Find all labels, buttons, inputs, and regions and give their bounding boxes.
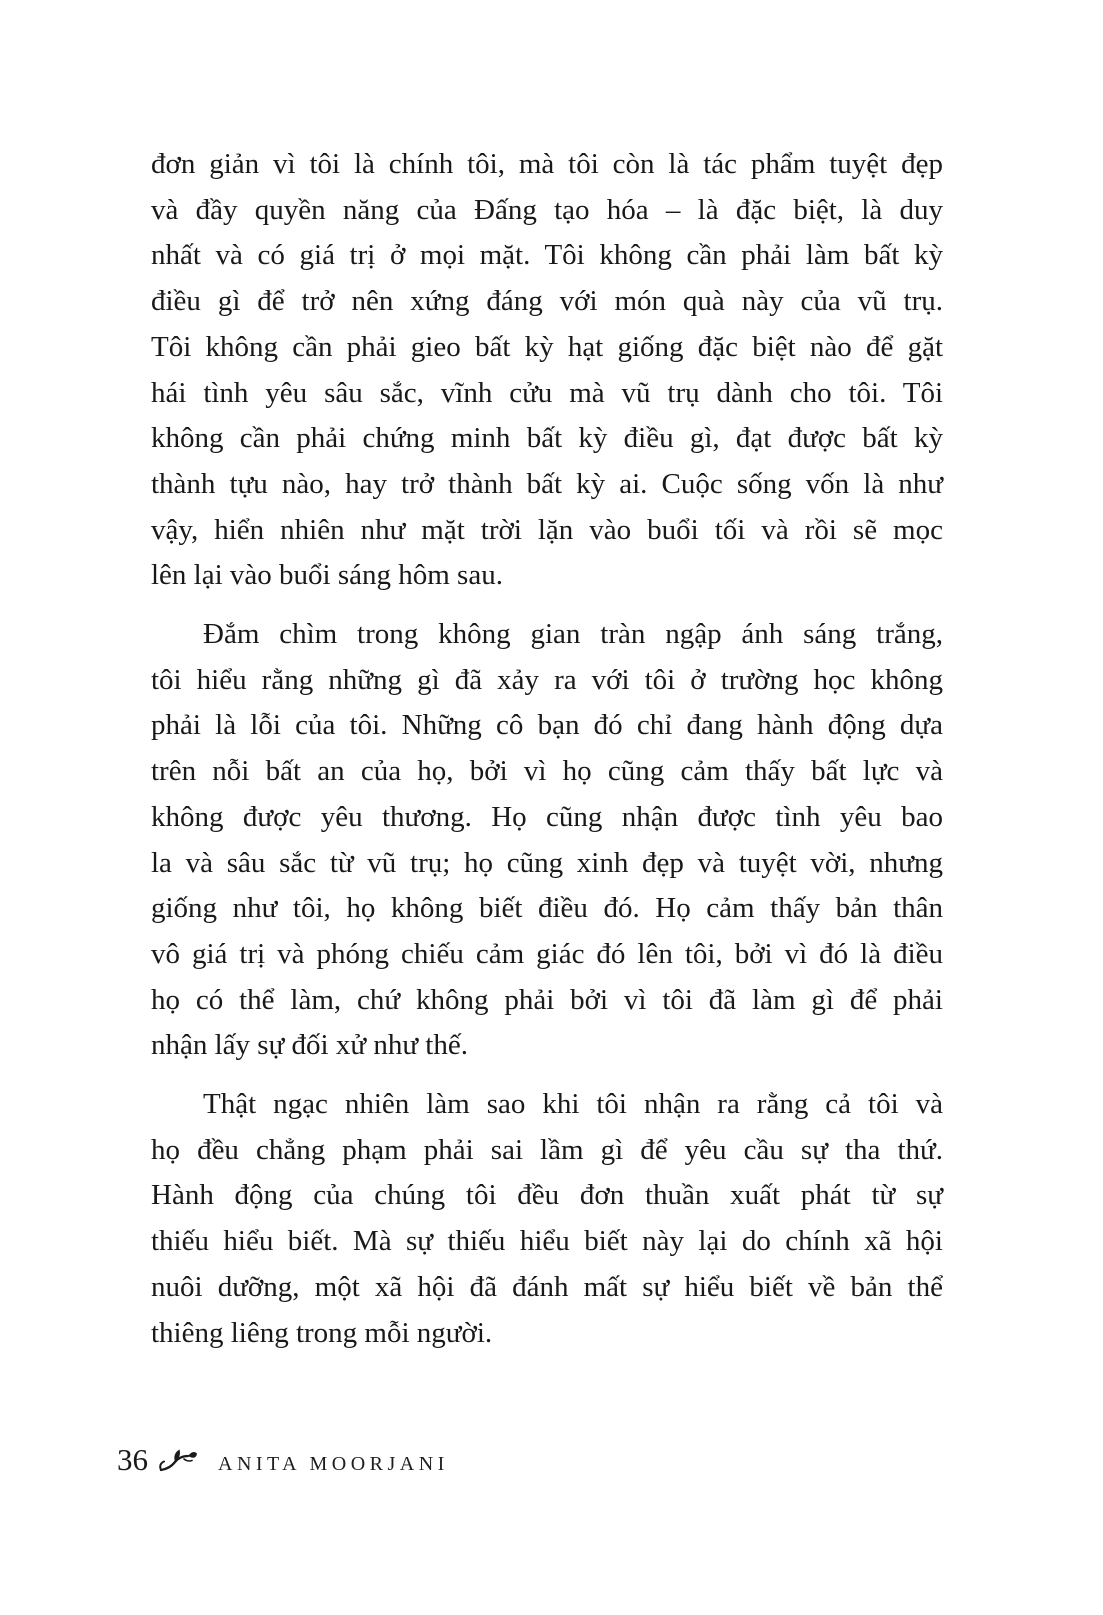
- text-line: thiêng liêng trong mỗi người.: [151, 1316, 493, 1349]
- text-line: họ đều chẳng phạm phải sai lầm gì để yêu cầu sự tha thứ.: [151, 1133, 943, 1166]
- text-line: không được yêu thương. Họ cũng nhận được tình yêu bao: [151, 800, 943, 833]
- text-line: và đầy quyền năng của Đấng tạo hóa – là đặc biệt, là duy: [151, 193, 943, 226]
- text-line: Hành động của chúng tôi đều đơn thuần xuất phát từ sự: [151, 1179, 943, 1212]
- text-line: tôi hiểu rằng những gì đã xảy ra với tôi ở trường học không: [151, 663, 943, 696]
- text-line: la và sâu sắc từ vũ trụ; họ cũng xinh đẹp và tuyệt vời, nhưng: [151, 846, 943, 879]
- text-line: phải là lỗi của tôi. Những cô bạn đó chỉ đang hành động dựa: [151, 709, 943, 742]
- paragraph: [151, 142, 943, 599]
- text-line: nhất và có giá trị ở mọi mặt. Tôi không cần phải làm bất kỳ: [151, 239, 943, 272]
- text-line: Đắm chìm trong không gian tràn ngập ánh sáng trắng,: [203, 618, 943, 651]
- text-line: nhận lấy sự đối xử như thế.: [151, 1029, 468, 1062]
- text-line: lên lại vào buổi sáng hôm sau.: [151, 559, 503, 592]
- text-line: điều gì để trở nên xứng đáng với món quà này của vũ trụ.: [151, 285, 943, 318]
- text-line: vô giá trị và phóng chiếu cảm giác đó lên tôi, bởi vì đó là điều: [151, 937, 943, 970]
- author-name: ANITA MOORJANI: [218, 1453, 449, 1475]
- text-line: thành tựu nào, hay trở thành bất kỳ ai. Cuộc sống vốn là như: [151, 467, 943, 500]
- floral-fleuron-icon: [158, 1447, 198, 1480]
- text-line: trên nỗi bất an của họ, bởi vì họ cũng cảm thấy bất lực và: [151, 755, 943, 788]
- text-line: không cần phải chứng minh bất kỳ điều gì, đạt được bất kỳ: [151, 422, 943, 455]
- page-footer: [117, 1440, 449, 1480]
- text-line: thiếu hiểu biết. Mà sự thiếu hiểu biết này lại do chính xã hội: [151, 1225, 943, 1258]
- text-line: Tôi không cần phải gieo bất kỳ hạt giống đặc biệt nào để gặt: [151, 330, 943, 363]
- text-line: giống như tôi, họ không biết điều đó. Họ cảm thấy bản thân: [151, 892, 943, 925]
- text-line: vậy, hiển nhiên như mặt trời lặn vào buổi tối và rồi sẽ mọc: [151, 513, 943, 546]
- paragraph: [151, 1082, 943, 1356]
- text-line: nuôi dưỡng, một xã hội đã đánh mất sự hiểu biết về bản thể: [151, 1270, 943, 1303]
- page-number: 36: [117, 1442, 148, 1477]
- text-line: Thật ngạc nhiên làm sao khi tôi nhận ra rằng cả tôi và: [203, 1088, 943, 1121]
- text-line: họ có thể làm, chứ không phải bởi vì tôi đã làm gì để phải: [151, 983, 943, 1016]
- body-text: [151, 142, 943, 1356]
- text-line: đơn giản vì tôi là chính tôi, mà tôi còn là tác phẩm tuyệt đẹp: [151, 148, 943, 180]
- text-line: hái tình yêu sâu sắc, vĩnh cửu mà vũ trụ dành cho tôi. Tôi: [151, 376, 943, 409]
- paragraph: [151, 612, 943, 1069]
